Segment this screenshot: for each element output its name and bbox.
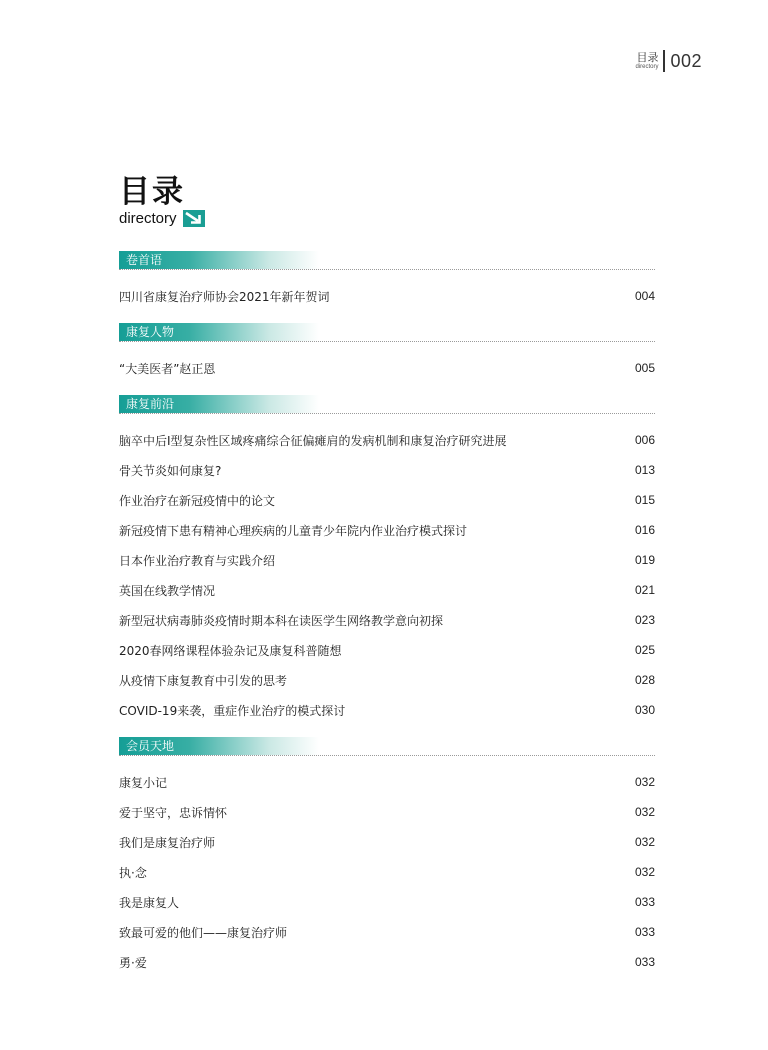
toc-entry[interactable] xyxy=(119,665,655,695)
toc-entry[interactable] xyxy=(119,425,655,455)
toc-entry-title: 日本作业治疗教育与实践介绍 xyxy=(119,553,276,568)
toc-entry-title: 骨关节炎如何康复? xyxy=(119,463,222,478)
page-subtitle: directory xyxy=(119,210,177,227)
section-header xyxy=(119,251,655,269)
toc-entry[interactable] xyxy=(119,797,655,827)
toc-entry-page: 032 xyxy=(634,775,655,789)
toc-entry-page: 013 xyxy=(634,463,655,477)
toc-entry-title: 我们是康复治疗师 xyxy=(119,835,216,850)
toc-entry[interactable] xyxy=(119,917,655,947)
section-title: 康复人物 xyxy=(119,323,319,341)
toc-entry-title: 致最可爱的他们——康复治疗师 xyxy=(119,925,288,940)
toc-entry[interactable] xyxy=(119,767,655,797)
toc-entry[interactable] xyxy=(119,947,655,977)
toc-entry-page: 015 xyxy=(634,493,655,507)
header-divider xyxy=(663,50,665,72)
toc-entry-title: 作业治疗在新冠疫情中的论文 xyxy=(119,493,276,508)
toc-entry-title: 执·念 xyxy=(119,865,147,880)
toc-entry-title: 四川省康复治疗师协会2021年新年贺词 xyxy=(119,289,330,304)
toc-entry-page: 023 xyxy=(634,613,655,627)
toc-entry-page: 019 xyxy=(634,553,655,567)
toc-entry-page: 028 xyxy=(634,673,655,687)
section-dotted-rule xyxy=(119,413,655,414)
page-number: 002 xyxy=(670,50,702,71)
section-header xyxy=(119,737,655,755)
toc-entry-title: 爱于坚守，忠诉情怀 xyxy=(119,805,228,820)
toc-entry-title: 我是康复人 xyxy=(119,895,180,910)
toc-entry-page: 033 xyxy=(634,925,655,939)
toc-entry-title: 新型冠状病毒肺炎疫情时期本科在读医学生网络教学意向初探 xyxy=(119,613,444,628)
running-header xyxy=(635,50,702,72)
toc-entry-page: 025 xyxy=(634,643,655,657)
toc-entry-title: 2020春网络课程体验杂记及康复科普随想 xyxy=(119,643,342,658)
toc-entry[interactable] xyxy=(119,545,655,575)
toc-list xyxy=(119,251,655,989)
header-text xyxy=(635,52,658,71)
toc-entry-title: 英国在线教学情况 xyxy=(119,583,216,598)
section-items xyxy=(119,269,655,323)
section-dotted-rule xyxy=(119,341,655,342)
toc-entry-page: 030 xyxy=(634,703,655,717)
toc-entry[interactable] xyxy=(119,857,655,887)
toc-entry-page: 032 xyxy=(634,805,655,819)
toc-entry[interactable] xyxy=(119,605,655,635)
toc-entry-title: 从疫情下康复教育中引发的思考 xyxy=(119,673,288,688)
section-items xyxy=(119,341,655,395)
toc-entry-page: 006 xyxy=(634,433,655,447)
section-title: 康复前沿 xyxy=(119,395,319,413)
toc-entry-title: 新冠疫情下患有精神心理疾病的儿童青少年院内作业治疗模式探讨 xyxy=(119,523,468,538)
toc-entry[interactable] xyxy=(119,281,655,311)
toc-entry[interactable] xyxy=(119,485,655,515)
section-items xyxy=(119,413,655,737)
toc-entry-title: 脑卒中后I型复杂性区域疼痛综合征偏瘫肩的发病机制和康复治疗研究进展 xyxy=(119,433,507,448)
toc-entry[interactable] xyxy=(119,635,655,665)
toc-entry[interactable] xyxy=(119,887,655,917)
toc-entry-title: 康复小记 xyxy=(119,775,168,790)
toc-entry-page: 005 xyxy=(634,361,655,375)
header-title: 目录 xyxy=(636,50,659,64)
toc-entry-page: 004 xyxy=(634,289,655,303)
toc-entry[interactable] xyxy=(119,695,655,725)
section-items xyxy=(119,755,655,989)
section-dotted-rule xyxy=(119,755,655,756)
toc-entry[interactable] xyxy=(119,575,655,605)
toc-entry[interactable] xyxy=(119,455,655,485)
toc-entry-page: 032 xyxy=(634,835,655,849)
arrow-box-icon xyxy=(183,210,205,227)
toc-title-block xyxy=(119,175,205,227)
toc-entry-page: 033 xyxy=(634,955,655,969)
toc-entry-page: 032 xyxy=(634,865,655,879)
section-header xyxy=(119,395,655,413)
title-subtitle-row xyxy=(119,210,205,227)
toc-entry-page: 033 xyxy=(634,895,655,909)
toc-entry-title: COVID-19来袭，重症作业治疗的模式探讨 xyxy=(119,703,346,718)
header-subtitle: directory xyxy=(635,63,659,70)
toc-entry-title: “大美医者”赵正恩 xyxy=(119,361,216,376)
section-title: 会员天地 xyxy=(119,737,319,755)
toc-entry-page: 016 xyxy=(634,523,655,537)
page-title: 目录 xyxy=(119,174,185,210)
toc-entry[interactable] xyxy=(119,827,655,857)
toc-entry[interactable] xyxy=(119,515,655,545)
section-header xyxy=(119,323,655,341)
toc-entry-page: 021 xyxy=(634,583,655,597)
section-title: 卷首语 xyxy=(119,251,319,269)
toc-entry-title: 勇·爱 xyxy=(119,955,147,970)
section-dotted-rule xyxy=(119,269,655,270)
toc-entry[interactable] xyxy=(119,353,655,383)
